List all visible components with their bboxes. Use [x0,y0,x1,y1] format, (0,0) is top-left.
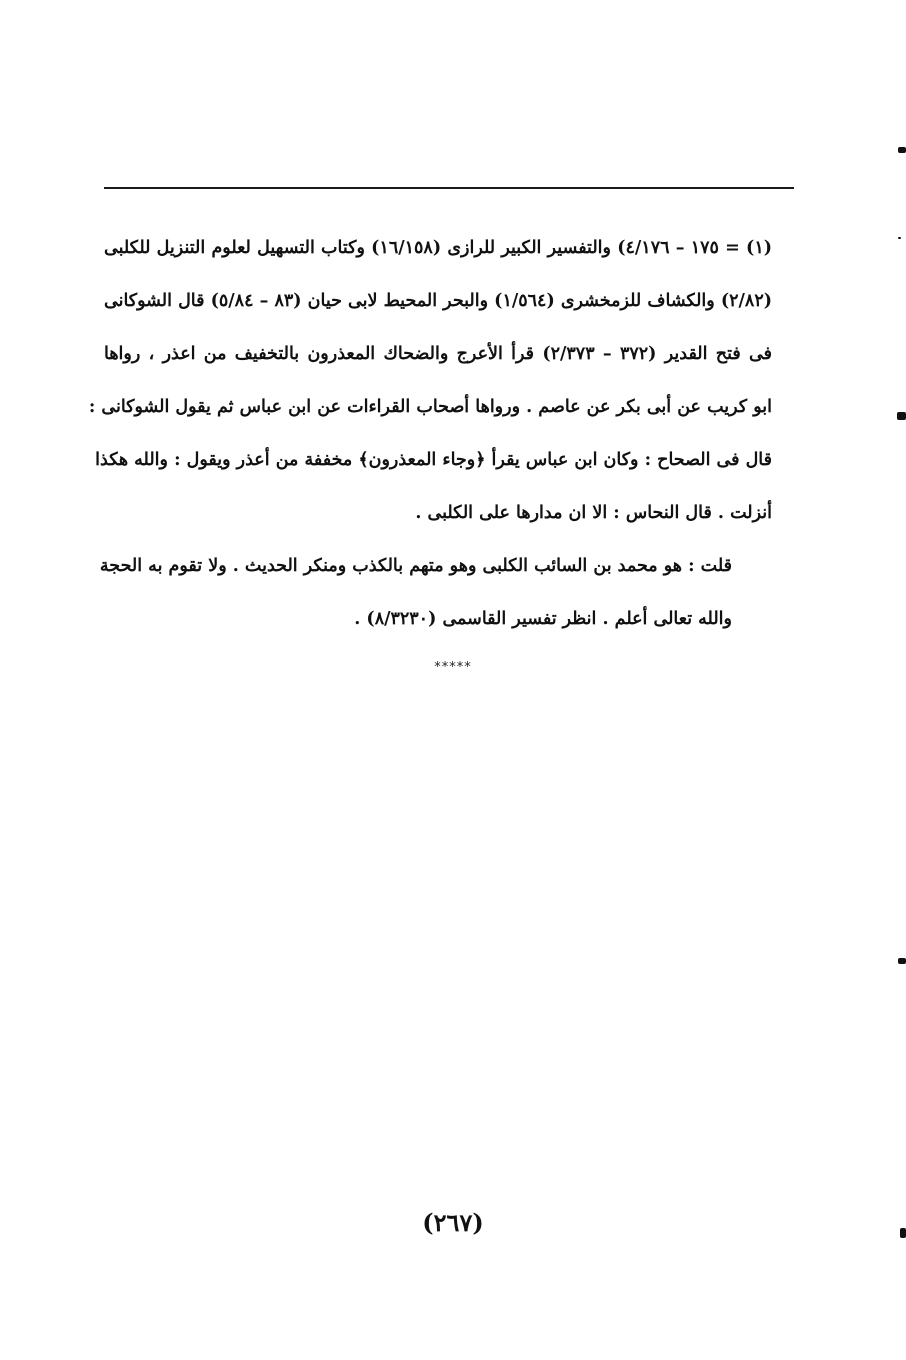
footnote-line: قال فى الصحاح : وكان ابن عباس يقرأ ﴿وجاء المعذرون﴾ مخففة من أعذر ويقول : والله هكذا [95,450,772,470]
footnote-line: (٢/٨٢) والكشاف للزمخشرى (١/٥٦٤) والبحر المحيط لابى حيان (٨٣ – ٥/٨٤) قال الشوكانى [104,291,772,311]
scan-speck [898,237,901,239]
author-note-line: قلت : هو محمد بن السائب الكلبى وهو متهم بالكذب ومنكر الحديث . ولا تقوم به الحجة [99,556,732,576]
footnote-line: ابو كريب عن أبى بكر عن عاصم . ورواها أصحاب القراءات عن ابن عباس ثم يقول الشوكانى : [88,397,772,417]
author-note-block [99,540,732,646]
scan-speck [898,958,906,964]
scan-speck [898,147,906,153]
footnote-block [88,222,773,540]
page-number: (٢٦٧) [422,1208,484,1237]
author-note-line: والله تعالى أعلم . انظر تفسير القاسمى (٨/٣٢٣٠) . [354,609,732,629]
footnote-separator-rule [104,187,794,189]
scan-speck [897,412,906,420]
scan-speck [900,1228,906,1238]
footnote-line: أنزلت . قال النحاس : الا ان مدارها على الكلبى . [415,503,772,523]
footnote-line: فى فتح القدير (٣٧٢ – ٢/٣٧٣) قرأ الأعرج والضحاك المعذرون بالتخفيف من اعذر ، رواها [104,344,772,364]
section-separator-stars: ***** [434,660,472,675]
footnote-line: (١) = ١٧٥ – ٤/١٧٦) والتفسير الكبير للرازى (١٦/١٥٨) وكتاب التسهيل لعلوم التنزيل للكلبى [104,238,773,258]
